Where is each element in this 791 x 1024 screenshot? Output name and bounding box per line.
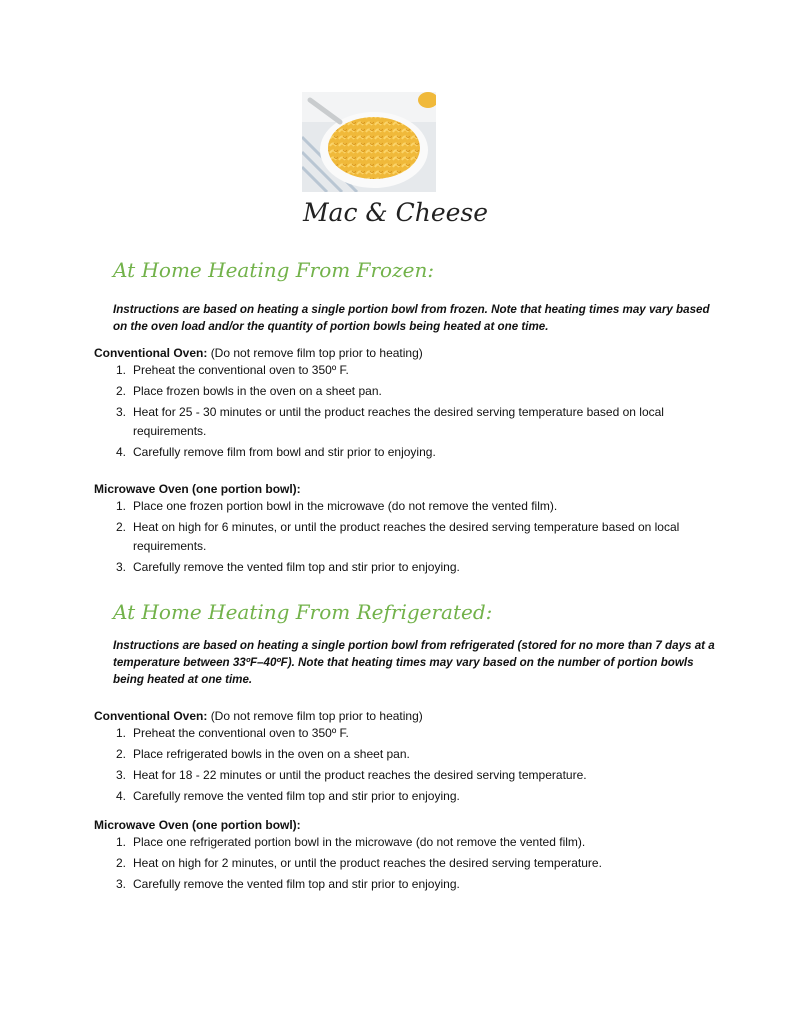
list-item: 3. Carefully remove the vented film top and stir prior to enjoying.	[116, 877, 460, 891]
microwave-oven-label: Microwave Oven (one portion bowl):	[94, 482, 301, 496]
frozen-microwave-steps	[113, 497, 713, 579]
list-item: 1. Preheat the conventional oven to 350º F.	[116, 363, 349, 377]
list-item: 4. Carefully remove the vented film top and stir prior to enjoying.	[116, 789, 460, 803]
list-item: 3. Carefully remove the vented film top and stir prior to enjoying.	[116, 560, 460, 574]
conventional-oven-sublabel: (Do not remove film top prior to heating)	[210, 346, 423, 360]
list-item: 2. Place frozen bowls in the oven on a sheet pan.	[116, 384, 382, 398]
frozen-conventional-label	[94, 346, 423, 360]
page-title: Mac & Cheese	[302, 198, 489, 227]
frozen-heading: At Home Heating From Frozen:	[113, 258, 435, 282]
bowl-illustration	[302, 92, 436, 192]
microwave-oven-label: Microwave Oven (one portion bowl):	[94, 818, 301, 832]
refrigerated-microwave-label	[94, 818, 301, 832]
list-item: 2. Heat on high for 2 minutes, or until the product reaches the desired serving temperature.	[116, 856, 602, 870]
list-item: 2. Heat on high for 6 minutes, or until the product reaches the desired serving temperature based on local requirements.	[116, 520, 680, 553]
refrigerated-conventional-steps	[113, 724, 713, 808]
list-item: 2. Place refrigerated bowls in the oven on a sheet pan.	[116, 747, 410, 761]
list-item: 1. Place one frozen portion bowl in the microwave (do not remove the vented film).	[116, 499, 558, 513]
list-item: 1. Preheat the conventional oven to 350º F.	[116, 726, 349, 740]
refrigerated-microwave-steps	[113, 833, 713, 896]
list-item: 3. Heat for 25 - 30 minutes or until the product reaches the desired serving temperature based on local requirements.	[116, 405, 664, 438]
frozen-note: Instructions are based on heating a single portion bowl from frozen. Note that heating times may vary based on the oven load and/or the quantity of portion bowls being heated at one time.	[113, 303, 710, 333]
list-item: 4. Carefully remove film from bowl and stir prior to enjoying.	[116, 445, 436, 459]
refrigerated-heading: At Home Heating From Refrigerated:	[113, 600, 493, 624]
conventional-oven-label: Conventional Oven:	[94, 346, 208, 360]
conventional-oven-sublabel: (Do not remove film top prior to heating)	[210, 709, 423, 723]
frozen-microwave-label	[94, 482, 301, 496]
refrigerated-note: Instructions are based on heating a single portion bowl from refrigerated (stored for no more than 7 days at a temperature between 33ºF–40ºF). Note that heating times may vary based on the number of portion bowls being heated at one time.	[113, 639, 715, 686]
refrigerated-conventional-label	[94, 709, 423, 723]
list-item: 1. Place one refrigerated portion bowl in the microwave (do not remove the vented film).	[116, 835, 586, 849]
frozen-conventional-steps	[113, 361, 713, 464]
mac-and-cheese-photo	[302, 92, 436, 192]
list-item: 3. Heat for 18 - 22 minutes or until the product reaches the desired serving temperature.	[116, 768, 587, 782]
conventional-oven-label: Conventional Oven:	[94, 709, 208, 723]
